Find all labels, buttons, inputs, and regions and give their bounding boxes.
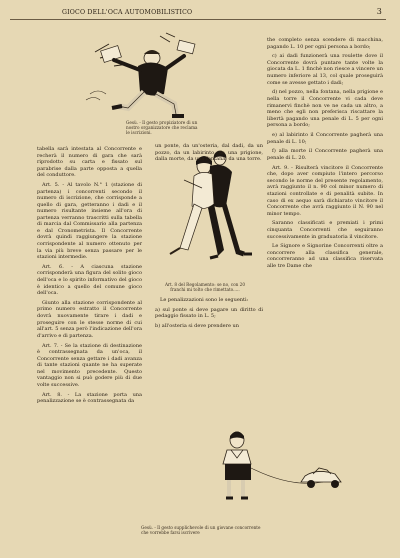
illustration-boy-with-toy-car [205, 428, 350, 518]
illustration-dancing-couple [152, 148, 262, 280]
paragraph-art-8: Art. 8. - La stazione porta una penalizzazione se è contrassegnata da [37, 391, 142, 405]
text-column-right [267, 37, 383, 273]
paragraph: un ponte, da un'osteria, dal dadi, da un pozzo, da un labirinto, da una prigione, dalla morte, da una fontana, da una torre. [155, 143, 263, 163]
text-column-middle-top [155, 143, 263, 166]
paragraph: Saranno classificati e premiati i primi cinquanta Concorrenti che seguiranno successivamente in graduatoria il vincitore. [267, 220, 383, 240]
paragraph-penalty-e: e) al labirinto il Concorrente pagherà una penale di L. 10; [267, 132, 383, 145]
paragraph: tabella sarà intestata al Concorrente e recherà il numero di gara che sarà riprodotto su carta e fissato sul parabrise dalla parte opposta a quella del conduttore. [37, 146, 142, 179]
paragraph: the completo senza scendere di macchina, pagando L. 10 per ogni persona a bordo; [267, 37, 383, 50]
paragraph-penalty-d: d) nel pozzo, nella fontana, nella prigione e nella torre il Concorrente vi cada deve rimanervi finchè non ve ne cada un altro, a meno che egli non preferisca riscattare la libertà pagando una penale di L. 5 per ogni persona a bordo; [267, 89, 383, 129]
page-number: 3 [376, 7, 382, 16]
paragraph-penalty-b: b) all'osteria si deve prendere un [155, 323, 239, 330]
text-column-left [37, 146, 142, 408]
paragraph-art-6: Art. 6. - A ciascuna stazione corrisponderà una figura del solito gioco dell'oca e lo spirito informativo del gioco è identico a quello del comune gioco dell'oca. [37, 263, 142, 297]
caption-top-left: Gesù. - Il gesto propiziatore di un nostro organizzatore che reclama le iscrizioni. [126, 120, 198, 135]
paragraph-penalty-f: f) alla morte il Concorrente pagherà una penale di L. 20. [267, 148, 383, 161]
text-column-middle-bottom [155, 297, 263, 333]
paragraph-penalty-a: a) sul ponte si deve pagare un diritto di pedaggio fissato in L. 5; [155, 306, 263, 320]
paragraph-art-9: Art. 9. - Risulterà vincitore il Concorrente che, dopo aver compiuto l'intero percorso secondo le norme del presente regolamento, avrà raggiunto il n. 90 col minor numero di stazioni controllate e di penalità subite. In caso di ex aequo sarà dichiarato vincitore il Concorrente che avrà raggiunto il N. 90 nel minor tempo. [267, 164, 383, 217]
caption-middle: Art. 8 del Regolamento: se no, con 20 franchi mi tolto che rimettato..... [164, 282, 246, 292]
paragraph-art-5: Art. 5. - Al tavolo N.° 1 (stazione di partenza) i concorrenti secondo il numero di iscrizione, che corrisponde a quello di gara, getteranno i dadi e il numero risultante insieme all'ora di partenza verranno trascritti sulla tabella di marcia dal Commissario alla partenza e dal Cronometrista. Il Concorrente dovrà quindi raggiungere la stazione corrispondente al numero ottenuto per la via più breve senza passare per le stazioni intermedie. [37, 182, 142, 261]
paragraph: Giunto alla stazione corrispondente al primo numero estratto il Concorrente dovrà nuovamente tirare i dadi e proseguire con le stesse norme di cui all'art. 5 senza però l'indicazione dell'ora d'arrivo e di partenza. [37, 299, 142, 339]
paragraph: Le Signore e Signorine Concorrenti oltre a concorrere alla classifica generale, concorreranno ad una classifica riservata alle tre Dame che [267, 243, 383, 270]
illustration-running-organizer [60, 24, 210, 122]
header-title: GIOCO DELL'OCA AUTOMOBILISTICO [62, 9, 193, 16]
paragraph-penalty-c: c) ai dadi funzionerà una roulette dove il Concorrente dovrà puntare tante volte la giocata da L. 1 finchè non riesce a vincere un numero inferiore al 13, col quale proseguirà come se avesse gettato i dadi; [267, 53, 383, 86]
paragraph-art-7: Art. 7. - Se la stazione di destinazione è contrassegnata da un'oca, il Concorrente senza gettare i dadi avanza di tante stazioni quante ne ha superate nel movimento precedente. Questo vantaggio non si può godere più di due volte successive. [37, 342, 142, 388]
caption-bottom-left: Gesù. - Il gesto supplichevole di un giovane concorrente che vorrebbe farsi iscrivere [141, 525, 261, 535]
paragraph: Le penalizzazioni sono le seguenti: [160, 297, 249, 303]
running-header [10, 7, 386, 20]
